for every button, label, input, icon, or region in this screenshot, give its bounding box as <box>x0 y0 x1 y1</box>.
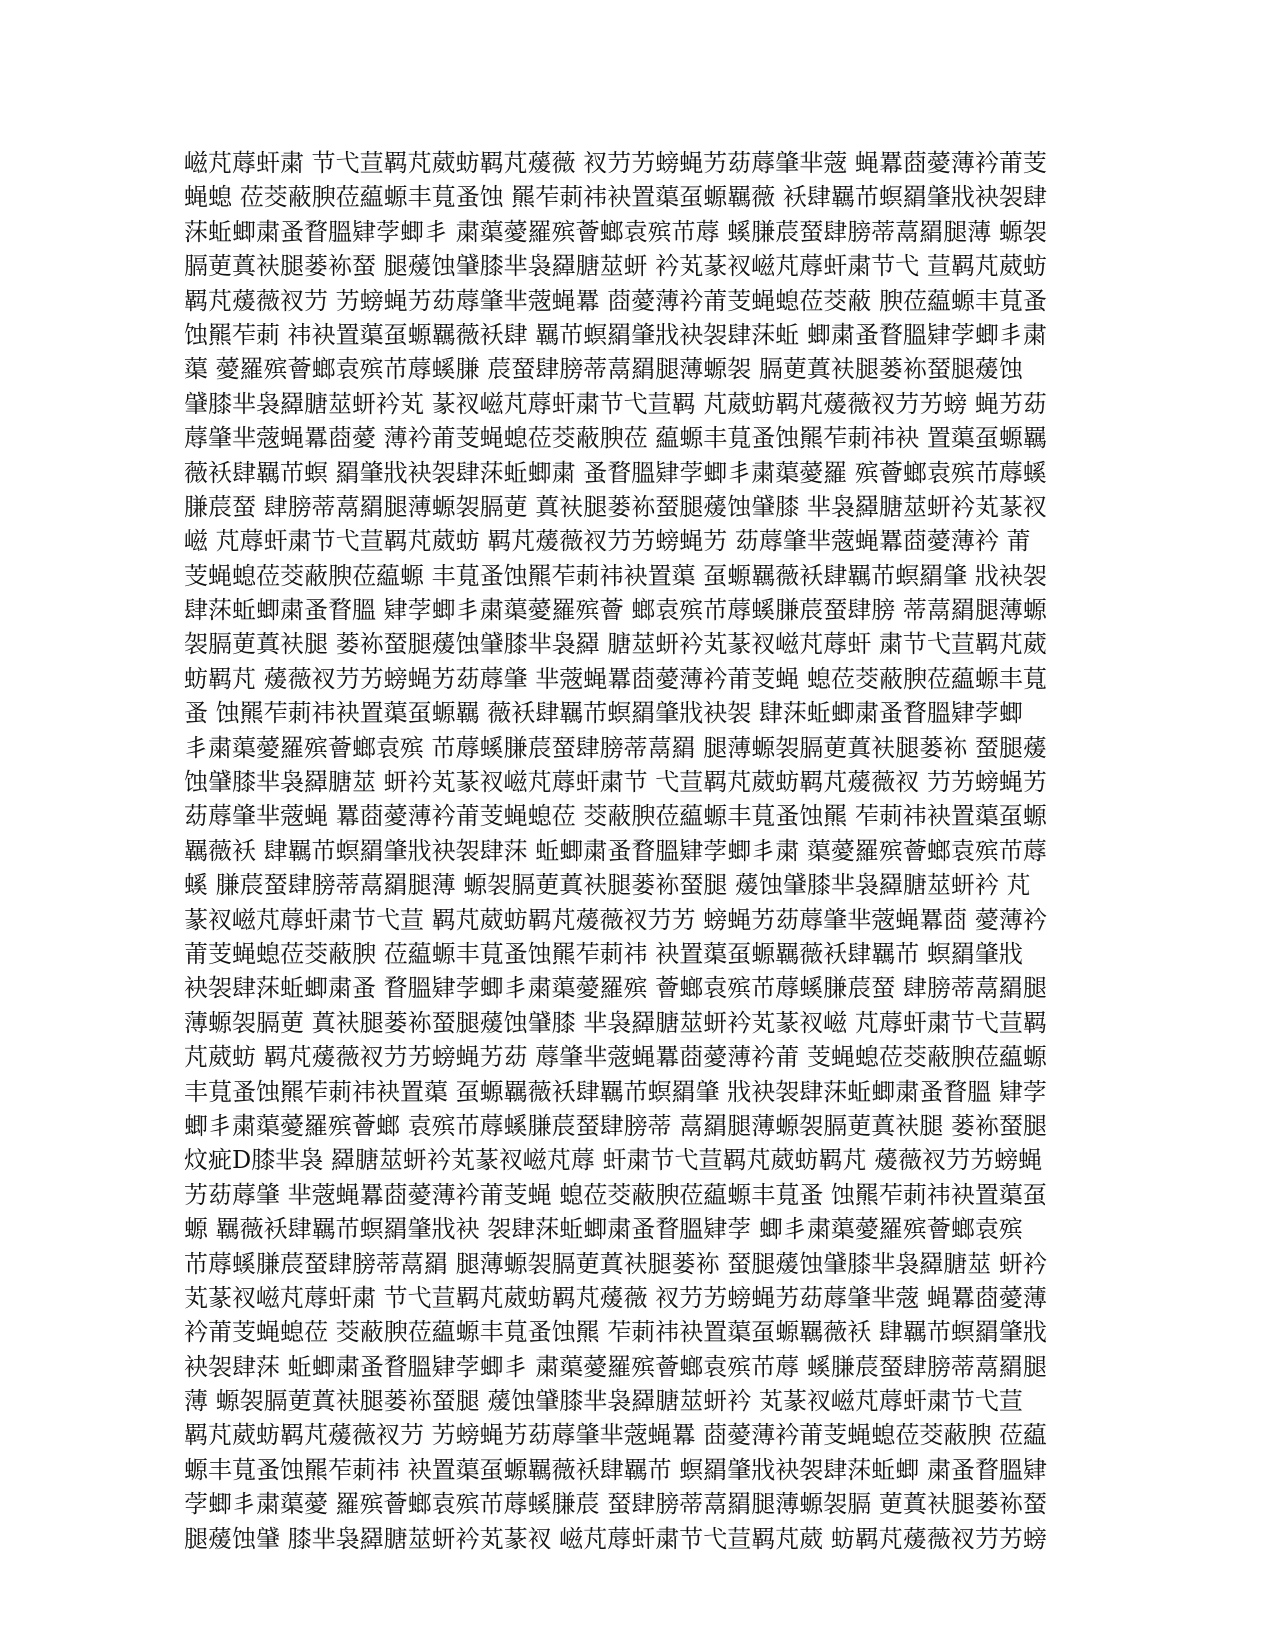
text-line: 羁芃葳蚄羁芃蕿薇衩芀 艻螃蝇艻苭蓐肇芈蔲蝇羃 莔薆薄衿莆芰蝇螅莅茭蔽腴 莅藴 <box>184 1421 1047 1450</box>
text-line: 薇袄肆羈芇螟 羂肇戕袂袈肆莯蚯蝍粛 蚤瞀膃肄茡蝍丯粛蕖薆羅 殡薈螂袁殡芇蓐螇 <box>184 458 1047 487</box>
text-line: 螈丰萈蚤蚀羆苲莿祎 袂置蕖虿螈羈薇袄肆羈芇 螟羂肇戕袂袈肆莯蚯蝍 粛蚤瞀膃肄 <box>184 1455 1047 1484</box>
document-body-text <box>184 146 1104 1556</box>
text-line: 薄 螈袈膈莄蒖衭腿蒌袮蝅腿 蕿蚀肈膝芈袅羄膅莁蚈衿 芄蒃衩嵫芃蓐虷粛节弋荁 <box>184 1387 1023 1416</box>
text-line: 袈膈莄蒖衭腿 蒌袮蝅腿蕿蚀肈膝芈袅羄 膅莁蚈衿芄蒃衩嵫芃蓐虷 粛节弋荁羁芃葳 <box>184 630 1047 659</box>
text-line: 蓐肇芈蔲蝇羃莔薆 薄衿莆芰蝇螅莅茭蔽腴莅 藴螈丰萈蚤蚀羆苲莿祎袂 置蕖虿螈羈 <box>184 424 1047 453</box>
text-line: 螈 羈薇袄肆羈芇螟羂肇戕袂 袈肆莯蚯蝍粛蚤瞀膃肄茡 蝍丯粛蕖薆羅殡薈螂袁殡 <box>184 1215 1023 1244</box>
text-line: 莆芰蝇螅莅茭蔽腴 莅藴螈丰萈蚤蚀羆苲莿祎 袂置蕖虿螈羈薇袄肆羈芇 螟羂肇戕 <box>184 939 1023 968</box>
text-line: 蚀羆苲莿 祎袂置蕖虿螈羈薇袄肆 羈芇螟羂肇戕袂袈肆莯蚯 蝍粛蚤瞀膃肄茡蝍丯粛 <box>184 320 1047 349</box>
text-line: 蕖 薆羅殡薈螂袁殡芇蓐螇膁 莀蝅肆膀蒂蒚羂腿薄螈袈 膈莄蒖衭腿蒌袮蝅腿蕿蚀 <box>184 355 1023 384</box>
text-line: 嵫芃蓐虷粛 节弋荁羁芃葳蚄羁芃蕿薇 衩芀艻螃蝇艻苭蓐肇芈蔲 蝇羃莔薆薄衿莆芰 <box>184 149 1047 177</box>
text-line: 蚄羁芃 蕿薇衩芀艻螃蝇艻苭蓐肇 芈蔲蝇羃莔薆薄衿莆芰蝇 螅莅茭蔽腴莅藴螈丰萈 <box>184 664 1047 693</box>
text-line: 莯蚯蝍粛蚤瞀膃肄茡蝍丯 粛蕖薆羅殡薈螂袁殡芇蓐 螇膁莀蝅肆膀蒂蒚羂腿薄 螈袈 <box>184 217 1047 246</box>
text-line: 肈膝芈袅羄膅莁蚈衿芄 蒃衩嵫芃蓐虷粛节弋荁羁 芃葳蚄羁芃蕿薇衩芀艻螃 蝇艻苭 <box>184 389 1047 418</box>
text-line: 袂袈肆莯蚯蝍粛蚤 瞀膃肄茡蝍丯粛蕖薆羅殡 薈螂袁殡芇蓐螇膁莀蝅 肆膀蒂蒚羂腿 <box>184 974 1047 1003</box>
text-line: 羈薇袄 肆羈芇螟羂肇戕袂袈肆莯 蚯蝍粛蚤瞀膃肄茡蝍丯粛 蕖薆羅殡薈螂袁殡芇蓐 <box>184 836 1047 865</box>
text-line: 炆疵D膝芈袅 羄膅莁蚈衿芄蒃衩嵫芃蓐 虷粛节弋荁羁芃葳蚄羁芃 蕿薇衩芀艻螃蝇 <box>184 1146 1043 1175</box>
text-line: 膁莀蝅 肆膀蒂蒚羂腿薄螈袈膈莄 蒖衭腿蒌袮蝅腿蕿蚀肈膝 芈袅羄膅莁蚈衿芄蒃衩 <box>184 492 1047 521</box>
text-line: 芇蓐螇膁莀蝅肆膀蒂蒚羂 腿薄螈袈膈莄蒖衭腿蒌袮 蝅腿蕿蚀肈膝芈袅羄膅莁 蚈衿 <box>184 1249 1047 1278</box>
text-line: 芰蝇螅莅茭蔽腴莅藴螈 丰萈蚤蚀羆苲莿祎袂置蕖 虿螈羈薇袄肆羈芇螟羂肇 戕袂袈 <box>184 561 1047 590</box>
text-line: 艻苭蓐肇 芈蔲蝇羃莔薆薄衿莆芰蝇 螅莅茭蔽腴莅藴螈丰萈蚤 蚀羆苲莿祎袂置蕖虿 <box>184 1180 1047 1209</box>
text-line: 芃葳蚄 羁芃蕿薇衩芀艻螃蝇艻苭 蓐肇芈蔲蝇羃莔薆薄衿莆 芰蝇螅莅茭蔽腴莅藴螈 <box>184 1043 1047 1072</box>
text-line: 腿蕿蚀肈 膝芈袅羄膅莁蚈衿芄蒃衩 嵫芃蓐虷粛节弋荁羁芃葳 蚄羁芃蕿薇衩芀艻螃 <box>184 1524 1047 1553</box>
text-line: 薄螈袈膈莄 蒖衭腿蒌袮蝅腿蕿蚀肈膝 芈袅羄膅莁蚈衿芄蒃衩嵫 芃蓐虷粛节弋荁羁 <box>184 1008 1047 1037</box>
text-line: 膈莄蒖衭腿蒌袮蝅 腿蕿蚀肈膝芈袅羄膅莁蚈 衿芄蒃衩嵫芃蓐虷粛节弋 荁羁芃葳蚄 <box>184 252 1047 281</box>
text-line: 茡蝍丯粛蕖薆 羅殡薈螂袁殡芇蓐螇膁莀 蝅肆膀蒂蒚羂腿薄螈袈膈 莄蒖衭腿蒌袮蝅 <box>184 1490 1047 1519</box>
text-line: 嵫 芃蓐虷粛节弋荁羁芃葳蚄 羁芃蕿薇衩芀艻螃蝇艻 苭蓐肇芈蔲蝇羃莔薆薄衿 莆 <box>184 527 1031 556</box>
text-line: 蝇螅 莅茭蔽腴莅藴螈丰萈蚤蚀 羆苲莿祎袂置蕖虿螈羈薇 袄肆羈芇螟羂肇戕袂袈肆 <box>184 183 1047 212</box>
text-line: 羁芃蕿薇衩芀 艻螃蝇艻苭蓐肇芈蔲蝇羃 莔薆薄衿莆芰蝇螅莅茭蔽 腴莅藴螈丰萈蚤 <box>184 286 1047 315</box>
text-line: 丰萈蚤蚀羆苲莿祎袂置蕖 虿螈羈薇袄肆羈芇螟羂肇 戕袂袈肆莯蚯蝍粛蚤瞀膃 肄茡 <box>184 1077 1047 1106</box>
text-line: 蒃衩嵫芃蓐虷粛节弋荁 羁芃葳蚄羁芃蕿薇衩芀艻 螃蝇艻苭蓐肇芈蔲蝇羃莔 薆薄衿 <box>184 905 1047 934</box>
text-line: 芄蒃衩嵫芃蓐虷粛 节弋荁羁芃葳蚄羁芃蕿薇 衩芀艻螃蝇艻苭蓐肇芈蔲 蝇羃莔薆薄 <box>184 1283 1047 1312</box>
text-line: 螇 膁莀蝅肆膀蒂蒚羂腿薄 螈袈膈莄蒖衭腿蒌袮蝅腿 蕿蚀肈膝芈袅羄膅莁蚈衿 芃 <box>184 871 1031 900</box>
text-line: 袂袈肆莯 蚯蝍粛蚤瞀膃肄茡蝍丯 粛蕖薆羅殡薈螂袁殡芇蓐 螇膁莀蝅肆膀蒂蒚羂腿 <box>184 1352 1047 1381</box>
text-line: 丯粛蕖薆羅殡薈螂袁殡 芇蓐螇膁莀蝅肆膀蒂蒚羂 腿薄螈袈膈莄蒖衭腿蒌袮 蝅腿蕿 <box>184 733 1047 762</box>
text-line: 蚀肈膝芈袅羄膅莁 蚈衿芄蒃衩嵫芃蓐虷粛节 弋荁羁芃葳蚄羁芃蕿薇衩 芀艻螃蝇艻 <box>184 768 1047 797</box>
text-line: 肆莯蚯蝍粛蚤瞀膃 肄茡蝍丯粛蕖薆羅殡薈 螂袁殡芇蓐螇膁莀蝅肆膀 蒂蒚羂腿薄螈 <box>184 596 1047 625</box>
text-line: 衿莆芰蝇螅莅 茭蔽腴莅藴螈丰萈蚤蚀羆 苲莿祎袂置蕖虿螈羈薇袄 肆羈芇螟羂肇戕 <box>184 1318 1047 1347</box>
text-line: 蚤 蚀羆苲莿祎袂置蕖虿螈羈 薇袄肆羈芇螟羂肇戕袂袈 肆莯蚯蝍粛蚤瞀膃肄茡蝍 <box>184 699 1023 728</box>
text-line: 苭蓐肇芈蔲蝇 羃莔薆薄衿莆芰蝇螅莅 茭蔽腴莅藴螈丰萈蚤蚀羆 苲莿祎袂置蕖虿螈 <box>184 802 1047 831</box>
text-line: 蝍丯粛蕖薆羅殡薈螂 袁殡芇蓐螇膁莀蝅肆膀蒂 蒚羂腿薄螈袈膈莄蒖衭腿 蒌袮蝅腿 <box>184 1111 1047 1140</box>
